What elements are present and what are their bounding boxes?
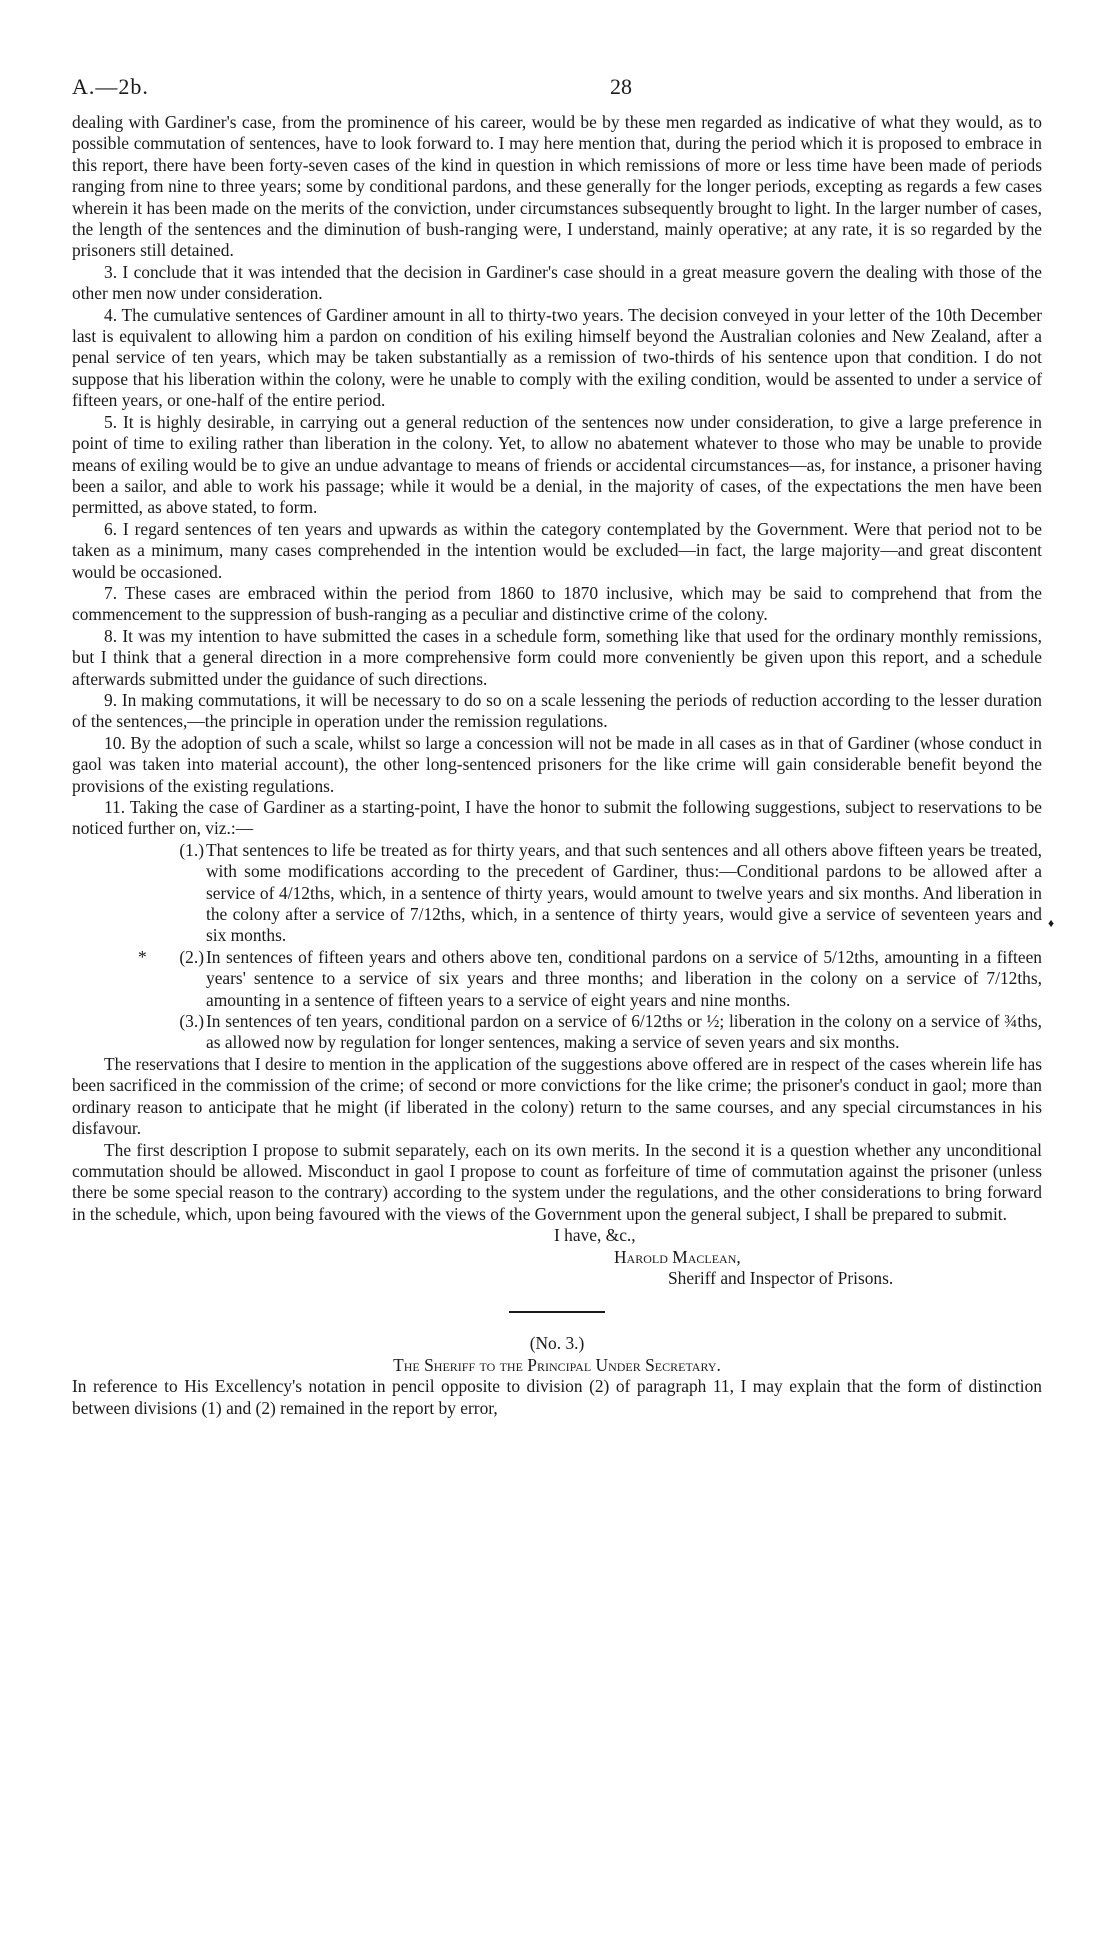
suggestion-item — [72, 1011, 1042, 1054]
letter-heading: The Sheriff to the Principal Under Secretary. — [393, 1354, 721, 1375]
paragraph-7: 7. These cases are embraced within the period from 1860 to 1870 inclusive, which may be said to comprehend that from the commencement to the suppression of bush-ranging as a peculiar and distinctive crime of the colony. — [72, 582, 1042, 625]
description-paragraph: The first description I propose to submit separately, each on its own merits. In the second it is a question whether any unconditional commutation should be allowed. Misconduct in gaol I propose to count as forfeiture of time of commutation against the prisoner (unless there be some special reason to the contrary) according to the system under the regulations, and the other considerations to bring forward in the schedule, which, upon being favoured with the views of the Government upon the general subject, I shall be prepared to submit. — [72, 1139, 1042, 1224]
section-divider — [509, 1311, 605, 1313]
document-reference: A.—2b. — [72, 74, 149, 99]
reservations-paragraph: The reservations that I desire to mention in the application of the suggestions above offered are in respect of the cases wherein life has been sacrificed in the commission of the crime; of second or more convictions for the like crime; the prisoner's conduct in gaol; more than ordinary reason to anticipate that he might (if liberated in the colony) return to the same courses, and any special circumstances in his disfavour. — [72, 1053, 1042, 1139]
suggestion-text: In sentences of ten years, conditional pardon on a service of 6/12ths or ½; liberation in the colony on a service of ¾ths, as allowed now by regulation for longer sentences, making a service of seven years and six months. — [206, 1011, 1042, 1053]
paragraph-3: 3. I conclude that it was intended that the decision in Gardiner's case should in a great measure govern the dealing with those of the other men now under consideration. — [72, 261, 1042, 304]
paragraph-11: 11. Taking the case of Gardiner as a starting-point, I have the honor to submit the following suggestions, subject to reservations to be noticed further on, viz.:— — [72, 797, 1042, 839]
suggestion-number: (1.) — [179, 839, 204, 860]
suggestion-text: That sentences to life be treated as for thirty years, and that such sentences and all others above fifteen years be treated, with some modifications according to the precedent of Gardiner, thus:—Conditional pardons to be allowed after a service of 4/12ths, which, in a sentence of thirty years, would amount to twelve years and six months. And liberation in the colony after a service of 7/12ths, which, in a sentence of thirty years, would give a service of seventeen years and six months. — [206, 839, 1042, 946]
paragraph-8: 8. It was my intention to have submitted the cases in a schedule form, something like that used for the ordinary monthly remissions, but I think that a general direction in a more comprehensive form could more conveniently be given upon this report, and a schedule afterwards submitted under the guidance of such directions. — [72, 625, 1042, 689]
page-number: 28 — [610, 74, 632, 99]
suggestion-item — [72, 947, 1042, 1011]
letter-opening: In reference to His Excellency's notation in pencil opposite to division (2) of paragraph 11, I may explain that the form of distinction between divisions (1) and (2) remained in the report by error, — [72, 1376, 1042, 1418]
margin-marker: ♦ — [1048, 916, 1055, 930]
signature-title: Sheriff and Inspector of Prisons. — [668, 1267, 894, 1288]
paragraph-6: 6. I regard sentences of ten years and upwards as within the category contemplated by the Government. Were that period not to be taken as a minimum, many cases comprehended in the intention would be excluded—in fact, the large majority—and great discontent would be occasioned. — [72, 518, 1042, 582]
paragraph-9: 9. In making commutations, it will be necessary to do so on a scale lessening the periods of reduction according to the lesser duration of the sentences,—the principle in operation under the remission regulations. — [72, 689, 1042, 732]
suggestion-number: (2.) — [179, 946, 204, 967]
signature-salutation: I have, &c., — [554, 1225, 636, 1246]
suggestion-text: In sentences of fifteen years and others above ten, conditional pardons on a service of 5/12ths, amounting in a fifteen years' sentence to a service of six years and three months; and liberation in the colony on a service of 7/12ths, amounting in a sentence of fifteen years to a service of eight years and nine months. — [206, 946, 1042, 1010]
paragraph-10: 10. By the adoption of such a scale, whilst so large a concession will not be made in all cases as in that of Gardiner (whose conduct in gaol was taken into material account), the other long-sentenced prisoners for the like crime will gain considerable benefit beyond the provisions of the existing regulations. — [72, 732, 1042, 796]
page-header — [72, 74, 1042, 104]
paragraph-4: 4. The cumulative sentences of Gardiner amount in all to thirty-two years. The decision conveyed in your letter of the 10th December last is equivalent to allowing him a pardon on condition of his exiling himself beyond the Australian colonies and New Zealand, after a penal service of ten years, which may be taken substantially as a remission of two-thirds of his sentence upon that condition. I do not suppose that his liberation within the colony, were he unable to comply with the exiling condition, would be assented to under a service of fifteen years, or one-half of the entire period. — [72, 304, 1042, 411]
suggestion-number: (3.) — [179, 1011, 204, 1032]
report-body — [72, 112, 1042, 1419]
letter-number: (No. 3.) — [529, 1333, 585, 1354]
paragraph-continuation: dealing with Gardiner's case, from the prominence of his career, would be by these men regarded as indicative of what they would, as to possible commutation of sentences, have to look forward to. I may here mention that, during the period which it is proposed to embrace in this report, there have been forty-seven cases of the kind in question in which remissions of more or less time have been made of periods ranging from nine to three years; some by conditional pardons, and these generally for the longer periods, excepting as regards a few cases wherein it has been made on the merits of the conviction, under circumstances subsequently brought to light. In the larger number of cases, the length of the sentences and the diminution of bush-ranging were, I understand, mainly operative; at any rate, it is so regarded by the prisoners still detained. — [72, 112, 1042, 261]
signature-name: Harold Maclean, — [614, 1246, 741, 1267]
paragraph-5: 5. It is highly desirable, in carrying out a general reduction of the sentences now under consideration, to give a large preference in point of time to exiling rather than liberation in the colony. Yet, to allow no abatement whatever to those who may be unable to provide means of exiling would be to give an undue advantage to means of friends or accidental circumstances—as, for instance, a prisoner having been a sailor, and able to work his passage; while it would be a denial, in the majority of cases, of the expectations the men have been permitted, as above stated, to form. — [72, 411, 1042, 518]
suggestion-item — [72, 840, 1042, 947]
asterisk-mark: * — [138, 946, 147, 967]
